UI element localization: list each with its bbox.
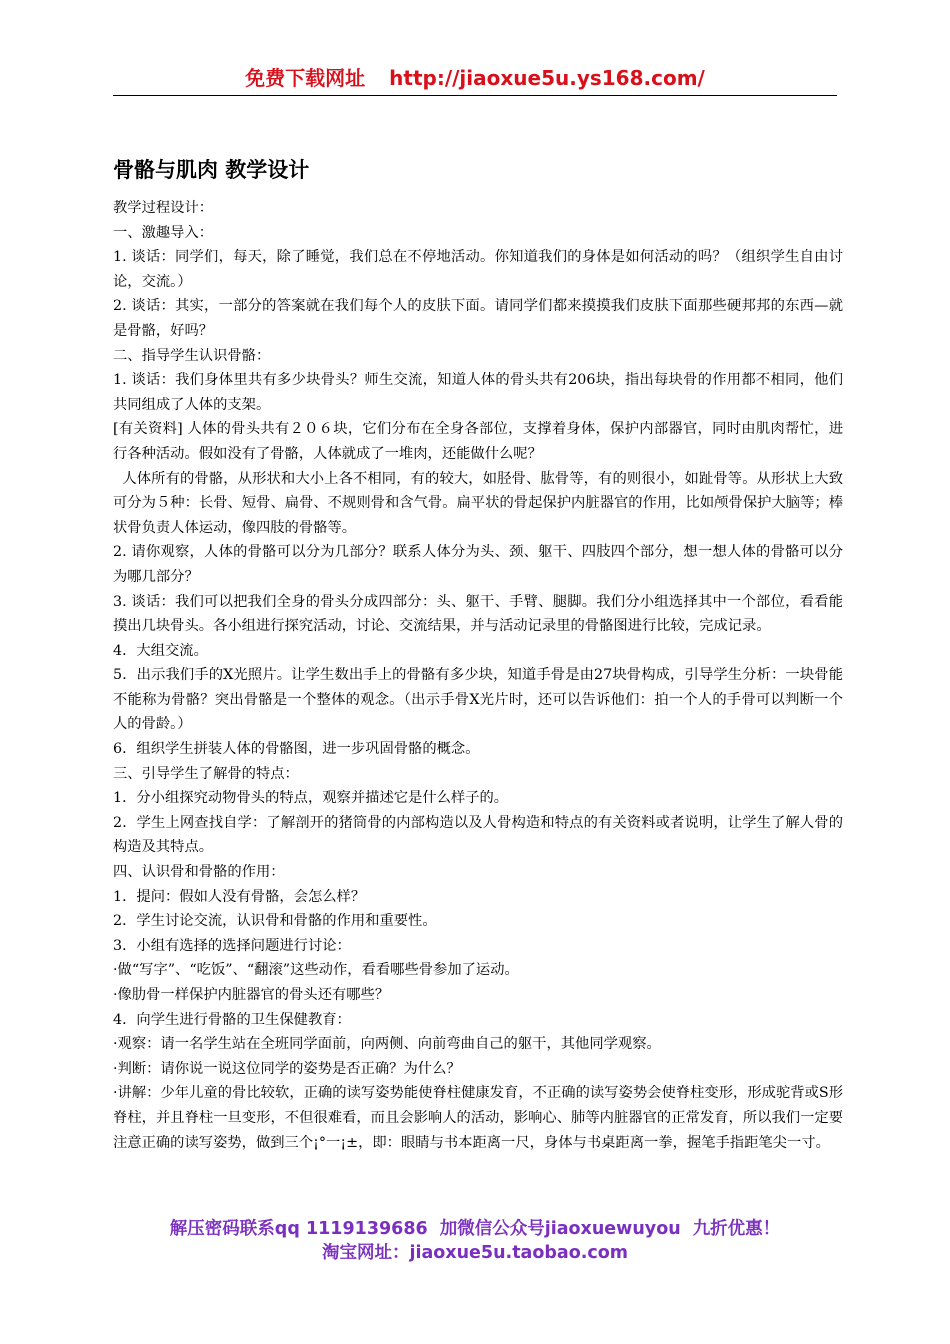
paragraph: 2．学生上网查找自学：了解剖开的猪筒骨的内部构造以及人骨构造和特点的有关资料或者说明，让学生了解人骨的构造及其特点。 [113, 814, 843, 856]
paragraph: 1．分小组探究动物骨头的特点，观察并描述它是什么样子的。 [113, 790, 509, 807]
bullet-item: ·做“写字”、“吃饭”、“翻滚”这些动作，看看哪些骨参加了运动。 [113, 962, 519, 979]
section-heading: 三、引导学生了解骨的特点： [113, 765, 299, 782]
section-heading: 二、指导学生认识骨骼： [113, 347, 271, 364]
paragraph: 教学过程设计： [113, 200, 214, 216]
footer-shop-link[interactable]: 淘宝网址：jiaoxue5u.taobao.com [321, 1243, 629, 1263]
paragraph: 2．学生讨论交流，认识骨和骨骼的作用和重要性。 [113, 913, 437, 930]
paragraph: 1. 谈话：我们身体里共有多少块骨头？师生交流，知道人体的骨头共有206块，指出每块骨的作用都不相同，他们共同组成了人体的支架。 [113, 372, 843, 413]
footer-contact-line [113, 1217, 837, 1241]
paragraph: 5．出示我们手的X光照片。让学生数出手上的骨骼有多少块，知道手骨是由27块骨构成，引导学生分析：一块骨能不能称为骨骼？突出骨骼是一个整体的观念。（出示手骨X光片时，还可以告诉他们：拍一个人的手骨可以判断一个人的骨龄。） [113, 667, 843, 733]
section-heading: 四、认识骨和骨骼的作用： [113, 864, 285, 881]
bullet-item: ·像肋骨一样保护内脏器官的骨头还有哪些？ [113, 987, 390, 1003]
paragraph: 4．向学生进行骨骼的卫生保健教育： [113, 1011, 351, 1028]
paragraph: 3. 谈话：我们可以把我们全身的骨头分成四部分：头、躯干、手臂、腿脚。我们分小组选择其中一个部位，看看能摸出几块骨头。各小组进行探究活动，讨论、交流结果，并与活动记录里的骨骼图进行比较，完成记录。 [113, 593, 843, 635]
footer-discount: 九折优惠！ [692, 1219, 781, 1239]
header-banner [113, 64, 837, 92]
paragraph: [有关资料] 人体的骨头共有２０６块，它们分布在全身各部位，支撑着身体，保护内部器官，同时由肌肉帮忙，进行各种活动。假如没有了骨骼，人体就成了一堆肉，还能做什么呢？ [113, 421, 843, 462]
document-body [113, 196, 843, 1155]
paragraph: 2. 谈话：其实，一部分的答案就在我们每个人的皮肤下面。请同学们都来摸摸我们皮肤下面那些硬邦邦的东西—就是骨骼，好吗？ [113, 298, 843, 339]
paragraph: 4．大组交流。 [113, 642, 208, 659]
paragraph: 2. 请你观察，人体的骨骼可以分为几部分？联系人体分为头、颈、躯干、四肢四个部分，想一想人体的骨骼可以分为哪几部分？ [113, 544, 843, 585]
footer-password-contact: 解压密码联系qq 1119139686 [169, 1219, 428, 1239]
page-title: 骨骼与肌肉 教学设计 [113, 158, 310, 182]
paragraph: 1. 谈话：同学们，每天，除了睡觉，我们总在不停地活动。你知道我们的身体是如何活动的吗？（组织学生自由讨论，交流。） [113, 249, 843, 290]
bullet-item: ·观察：请一名学生站在全班同学面前，向两侧、向前弯曲自己的躯干，其他同学观察。 [113, 1036, 661, 1053]
bullet-item: ·讲解：少年儿童的骨比较软，正确的读写姿势能使脊柱健康发育，不正确的读写姿势会使脊柱变形，形成驼背或S形脊柱，并且脊柱一旦变形，不但很难看，而且会影响人的活动，影响心、肺等内脏器官的正常发育，所以我们一定要注意正确的读写姿势，做到三个¡°一¡±，即：眼睛与书本距离一尺，身体与书桌距离一拳，握笔手指距笔尖一寸。 [113, 1085, 843, 1151]
footer-wechat: 加微信公众号jiaoxuewuyou [439, 1219, 681, 1239]
header-url-link[interactable]: http://jiaoxue5u.ys168.com/ [389, 66, 705, 90]
header-label: 免费下载网址 [245, 66, 366, 90]
paragraph: 3．小组有选择的选择问题进行讨论： [113, 937, 351, 954]
paragraph: 6．组织学生拼装人体的骨骼图，进一步巩固骨骼的概念。 [113, 741, 480, 758]
section-heading: 一、激趣导入： [113, 224, 214, 241]
header-divider [113, 95, 837, 96]
bullet-item: ·判断：请你说一说这位同学的姿势是否正确？为什么？ [113, 1060, 461, 1077]
paragraph: 人体所有的骨骼，从形状和大小上各不相同，有的较大，如胫骨、肱骨等，有的则很小，如趾骨等。从形状上大致可分为５种：长骨、短骨、扁骨、不规则骨和含气骨。扁平状的骨起保护内脏器官的作用，比如颅骨保护大脑等；棒状骨负责人体运动，像四肢的骨骼等。 [113, 470, 843, 536]
paragraph: 1．提问：假如人没有骨骼，会怎么样？ [113, 888, 366, 905]
